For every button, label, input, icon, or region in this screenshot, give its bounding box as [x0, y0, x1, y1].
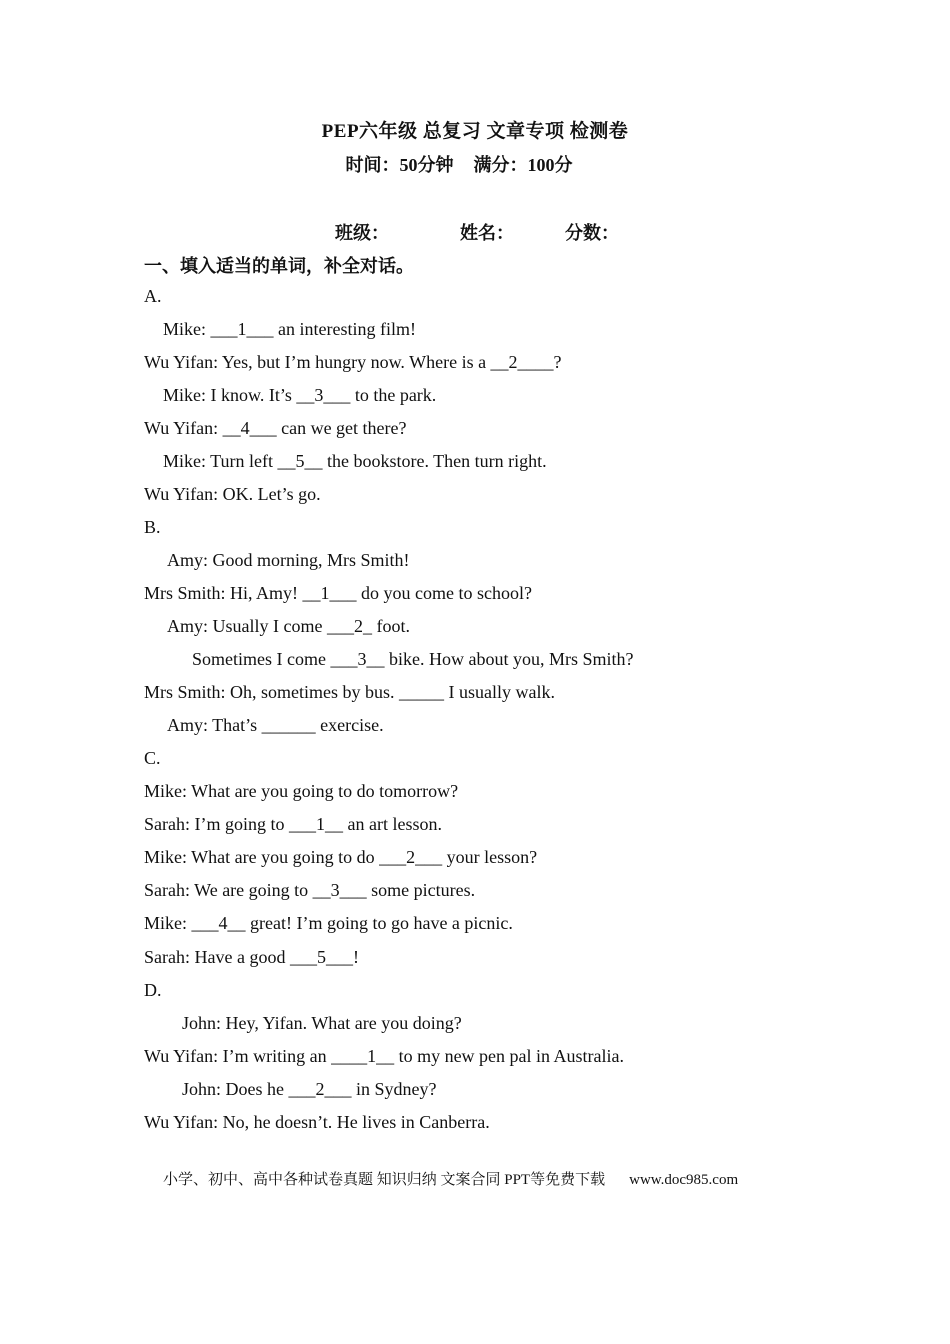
dialogue-line: Wu Yifan: Yes, but I’m hungry now. Where is a __2____?	[144, 352, 562, 372]
dialogue-line: Amy: That’s ______ exercise.	[167, 715, 384, 735]
exam-subtitle	[0, 151, 918, 177]
dialogue-label-a: A.	[144, 286, 162, 306]
dialogue-line: Mike: What are you going to do ___2___ your lesson?	[144, 847, 538, 867]
dialogue-line: Wu Yifan: I’m writing an ____1__ to my new pen pal in Australia.	[144, 1046, 625, 1066]
full-score-label: 满分：100分	[473, 155, 573, 175]
score-field-label: 分数：	[565, 223, 619, 243]
dialogue-line: Sarah: We are going to __3___ some pictures.	[144, 880, 476, 900]
dialogue-line: Mike: ___1___ an interesting film!	[163, 319, 416, 339]
dialogue-line: Wu Yifan: OK. Let’s go.	[144, 484, 321, 504]
dialogue-line: Mike: What are you going to do tomorrow?	[144, 781, 459, 801]
page-footer	[163, 1168, 738, 1189]
dialogue-line: Mike: ___4__ great! I’m going to go have a picnic.	[144, 913, 513, 933]
dialogue-line: Mike: I know. It’s __3___ to the park.	[163, 385, 437, 405]
dialogue-label-d: D.	[144, 980, 162, 1000]
student-info-fields	[335, 219, 619, 245]
dialogue-line: Mrs Smith: Oh, sometimes by bus. _____ I usually walk.	[144, 682, 555, 702]
class-field-label: 班级：	[335, 223, 389, 243]
dialogue-line: Sometimes I come ___3__ bike. How about you, Mrs Smith?	[192, 649, 634, 669]
dialogue-line: Wu Yifan: No, he doesn’t. He lives in Canberra.	[144, 1112, 490, 1132]
dialogue-label-c: C.	[144, 748, 161, 768]
footer-url: www.doc985.com	[629, 1172, 739, 1188]
dialogue-line: John: Hey, Yifan. What are you doing?	[182, 1013, 462, 1033]
name-field-label: 姓名：	[460, 223, 514, 243]
time-label: 时间：50分钟	[345, 155, 454, 175]
dialogue-line: Amy: Good morning, Mrs Smith!	[167, 550, 410, 570]
dialogue-line: Mrs Smith: Hi, Amy! __1___ do you come to school?	[144, 583, 532, 603]
dialogue-line: Mike: Turn left __5__ the bookstore. Then turn right.	[163, 451, 547, 471]
dialogue-line: Wu Yifan: __4___ can we get there?	[144, 418, 407, 438]
dialogue-line: Sarah: Have a good ___5___!	[144, 947, 359, 967]
dialogue-line: John: Does he ___2___ in Sydney?	[182, 1079, 437, 1099]
dialogue-line: Amy: Usually I come ___2_ foot.	[167, 616, 410, 636]
exam-title: PEP六年级 总复习 文章专项 检测卷	[321, 121, 629, 142]
section-title: 一、填入适当的单词，补全对话。	[144, 256, 414, 276]
footer-text: 小学、初中、高中各种试卷真题 知识归纳 文案合同 PPT等免费下载	[163, 1172, 606, 1188]
dialogue-label-b: B.	[144, 517, 161, 537]
dialogue-line: Sarah: I’m going to ___1__ an art lesson.	[144, 814, 442, 834]
